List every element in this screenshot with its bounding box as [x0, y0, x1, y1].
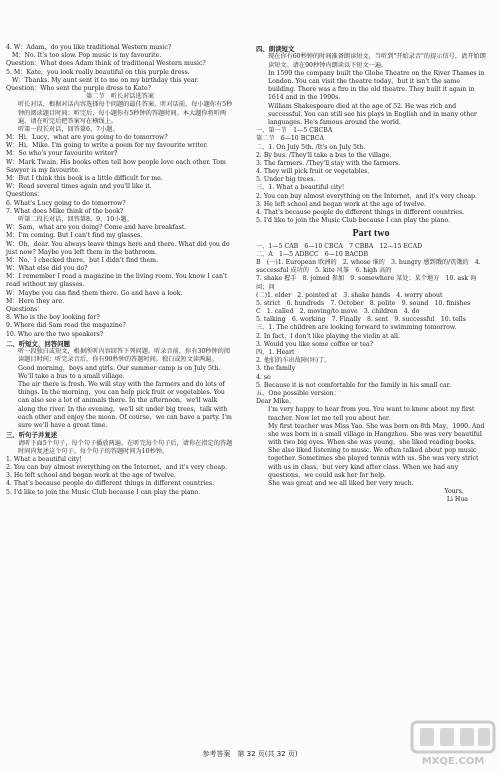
left-column-line: W：What else did you do? [6, 265, 88, 273]
right-column-line: 5. Under big trees. [256, 176, 316, 184]
left-column-line: 6. What's Lucy going to do tomorrow? [6, 199, 126, 207]
watermark-text: MXQE.COM [421, 756, 485, 767]
left-column-line: 7. What does Mike think of the book? [6, 207, 124, 215]
right-column-line: She was great and we all liked her very much. [268, 480, 414, 488]
left-column-line: Question：Who sent the purple dress to Kate? [6, 84, 151, 92]
right-column-line: 第二节 6—10 BCBCA [256, 135, 324, 143]
left-column-line: 三、听句子并复述 [6, 431, 58, 440]
right-column-line: 3. the family [256, 365, 296, 373]
left-column-line: The air there is fresh. We will stay with the farmers and do lots of things. In the morning，you can help pick fruit or vegetables. You can also see a lot of animals there. In the afternoon，we'll walk along the river. In the evening，we'll sit under big trees，talk with each other and enjoy the moon. Of course，we can have a party. I'm sure we'll have a great time. [18, 380, 232, 429]
right-column-line: 4. They will pick fruit or vegetables. [256, 168, 370, 176]
right-column-line: 二、1. On July 5th. /It's on July 5th. [256, 143, 366, 151]
left-column-line: Questions： [6, 191, 44, 199]
left-column-line: 二、听短文，回答问题 [6, 339, 70, 348]
right-column-line: 三、1. The children are looking forward to swimming tomorrow. [256, 324, 457, 332]
left-column-line: 3. He left school and began work at the age of twelve. [6, 472, 176, 480]
right-column-line: I'm very happy to hear from you. You want to know about my first teacher. Now let me tell you about her. [268, 406, 475, 422]
right-column-line: 现在你有60秒钟的时间准备朗读短文，当听到"开始录音"的提示信号，请开始朗读短文。请在90秒钟内朗读以下短文一遍。 [268, 53, 486, 69]
right-column-line: 5. Because it is not comfortable for the family in his small car. [256, 381, 451, 389]
right-column-line: Dear Mike， [256, 398, 296, 406]
left-column-line: W：Hi，Mike. I'm going to write a poem for my favourite writer. [6, 142, 208, 150]
page-footer: 参考答案 第 32 页(共 32 页) [202, 750, 298, 758]
left-column [6, 44, 234, 497]
right-column-line: 2. In fact，I don't like playing the violin at all. [256, 332, 400, 340]
right-column-line: 3. The farmers. /They'll stay with the farmers. [256, 159, 401, 167]
right-column-line: William Shakespeare died at the age of 52. He was rich and successful. You can still see his plays in English and in many other languages. He's famous around the world. [268, 102, 477, 126]
right-column-line: Part two [352, 228, 390, 240]
left-column-line: 5. I'd like to join the Music Club because I can play the piano. [6, 488, 201, 496]
right-column-line: 五、One possible version： [256, 389, 340, 397]
left-column-line: W：Mark Twain. His books often tell how people love each other. Tom Sawyer is my favourite. [6, 158, 226, 174]
left-column-line: 1. What a beautiful city! [6, 455, 82, 463]
left-column-line: M：Hi，Lucy，what are you going to do tomorrow? [6, 134, 168, 142]
left-column-line: W：Oh，dear. You always leave things here and there. What did you do just now? Maybe you left them in the bathroom. [6, 240, 230, 256]
right-column-line: 一、1—5 CAB 6—10 CBCA 7 CBBA 12—15 ECAD [256, 242, 423, 250]
left-column-line: 4. W：Adam，do you like traditional Western music? [6, 44, 172, 51]
right-column-line: 2. You can buy almost everything on the Internet，and it's very cheap. [256, 192, 477, 200]
right-column-line: 3. Would you like some coffee or tea? [256, 340, 374, 348]
left-column-line: M：No. It's too slow. Pop music is my favourite. [12, 52, 162, 60]
right-column [256, 44, 486, 505]
right-column-line: C 1. called 2. moving/to move 3. children 4. do [256, 308, 420, 316]
left-column-line: 请听下面5个句子，每个句子播放两遍。在听完每个句子后，请你在指定的答题时间内复述这个句子。每个句子的答题时间为10秒钟。 [18, 439, 233, 455]
left-column-line: W：Read several times again and you'll like it. [6, 183, 152, 191]
right-column-line: 4. That's because people do different things in different countries. [256, 209, 465, 217]
right-column-line: Li Hua [446, 496, 468, 504]
right-column-line: 二、A 1—5 ADBCC 6—10 BACDB [256, 250, 369, 258]
left-column-line: 听第一段长对话，回答第6、7小题。 [18, 125, 119, 133]
left-column-line: Questions： [6, 306, 44, 313]
left-column-line: 10. Who are the two speakers? [6, 330, 104, 338]
left-column-line: M：I'm coming. But I can't find my glasses. [6, 232, 143, 240]
left-column-line: 8. Who is the boy looking for? [6, 314, 100, 322]
right-column-line: 5. I'd like to join the Music Club because I can play the piano. [256, 217, 451, 225]
left-column-line: W：Thanks. My aunt sent it to me on my birthday this year. [12, 76, 199, 84]
left-column-line: Question：What does Adam think of traditional Western music? [6, 60, 206, 68]
right-column-line: My first teacher was Miss Yao. She was born on 8th May，1990. And she was born in a small village in Hangzhou. She was very beautiful with two big eyes. When she was young，she liked reading books. She also liked listening to music. We often talked about pop music together. Sometimes she played tennis with us. She was very strict with us in class，but very kind after class. When we had any questions，we could ask her for help. [268, 422, 485, 479]
left-column-line: M：I remember I read a magazine in the living room. You know I can't read without my glasses. [6, 273, 228, 289]
right-column-line: 三、1. What a beautiful city! [256, 184, 345, 192]
right-column-line: 一、第一节 1—5 CBCBA [256, 127, 333, 135]
right-column-line: 2. 他们的车出故障(坏)了。 [256, 357, 331, 365]
left-column-line: 2. You can buy almost everything on the Internet，and it's very cheap. [6, 464, 227, 472]
watermark-stamp-icon [410, 718, 496, 768]
left-column-line: 听一段独白或短文，根据所听内容回答下列问题。听录音前，你有30秒钟的阅读题目时间；听完录音后，你有90秒钟的答题时间。独白或短文读两遍。 [18, 348, 231, 364]
left-column-line: 4. That's because people do different things in different countries. [6, 480, 215, 488]
right-column-line: 四、1. Heart [256, 349, 295, 357]
left-column-line: M：Here they are. [6, 297, 65, 305]
left-column-line: W：Maybe you can find them there. Go and have a look. [6, 289, 183, 297]
right-column-line: 四、朗读短文 [256, 45, 295, 53]
left-column-line: M：So who's your favourite writer? [6, 150, 118, 158]
left-column-line: 听第二段长对话，回答第8、9、10小题。 [18, 215, 133, 223]
right-column-line: In 1599 the company built the Globe Theatre on the River Thames in London. You can visit the theatre today，but it isn't the same building. There was a fire in the old theatre. They built it again in 1614 and in the 1990s. [268, 69, 485, 102]
left-column-line: 第二节 听长对话选答案 [85, 93, 155, 101]
right-column-line: 3. He left school and began work at the age of twelve. [256, 200, 426, 208]
right-column-line: 2. By bus. /They'll take a bus to the village. [256, 151, 392, 159]
watermark-logo [410, 718, 496, 768]
right-column-line: 5. strict 6. hundreds 7. October 8. polite 9. sound 10. finishes [256, 299, 471, 307]
right-column-line: (二)1. elder 2. pointed at 3. shake hands 4. worry about [256, 291, 443, 299]
left-column-line: M：But I think this book is a little difficult for me. [6, 175, 163, 182]
left-column-line: M：No，I checked there，but I didn't find them. [6, 256, 158, 264]
left-column-line: Good morning，boys and girls. Our summer camp is on July 5th. We'll take a bus to a small village. [18, 364, 221, 380]
left-column-line: W：Sam，what are you doing? Come and have breakfast. [6, 224, 187, 232]
right-column-line: 4. so [256, 373, 271, 381]
right-column-line: 7. shake 握手 8. joined 参加 9. somewhere 某处；某个地方 10. ask 询问；问 [256, 275, 477, 291]
right-column-line: B (一)1. European 欧洲的 2. whose 谁的 3. hungry 感到饿的/饥饿的 4. successful 成功的 5. kite 风筝 6. high 高的 [256, 258, 481, 275]
left-column-line: 5. M：Kate，you look really beautiful on this purple dress. [6, 68, 190, 76]
right-column-line: 5. talking 6. working 7. Finally 8. sent 9. successful 10. tells [256, 316, 466, 324]
left-column-line: 9. Where did Sam read the magazine? [6, 322, 126, 330]
left-column-line: 听长对话，根据对话内容选择每个问题的最佳答案。听对话前，每小题你有5秒钟的阅读题目时间；听完后，每小题你有5秒钟的答题时间。本大题你将听两遍。请在听完后把答案写在横线上。 [18, 101, 233, 125]
right-column-line: Yours， [444, 488, 468, 496]
